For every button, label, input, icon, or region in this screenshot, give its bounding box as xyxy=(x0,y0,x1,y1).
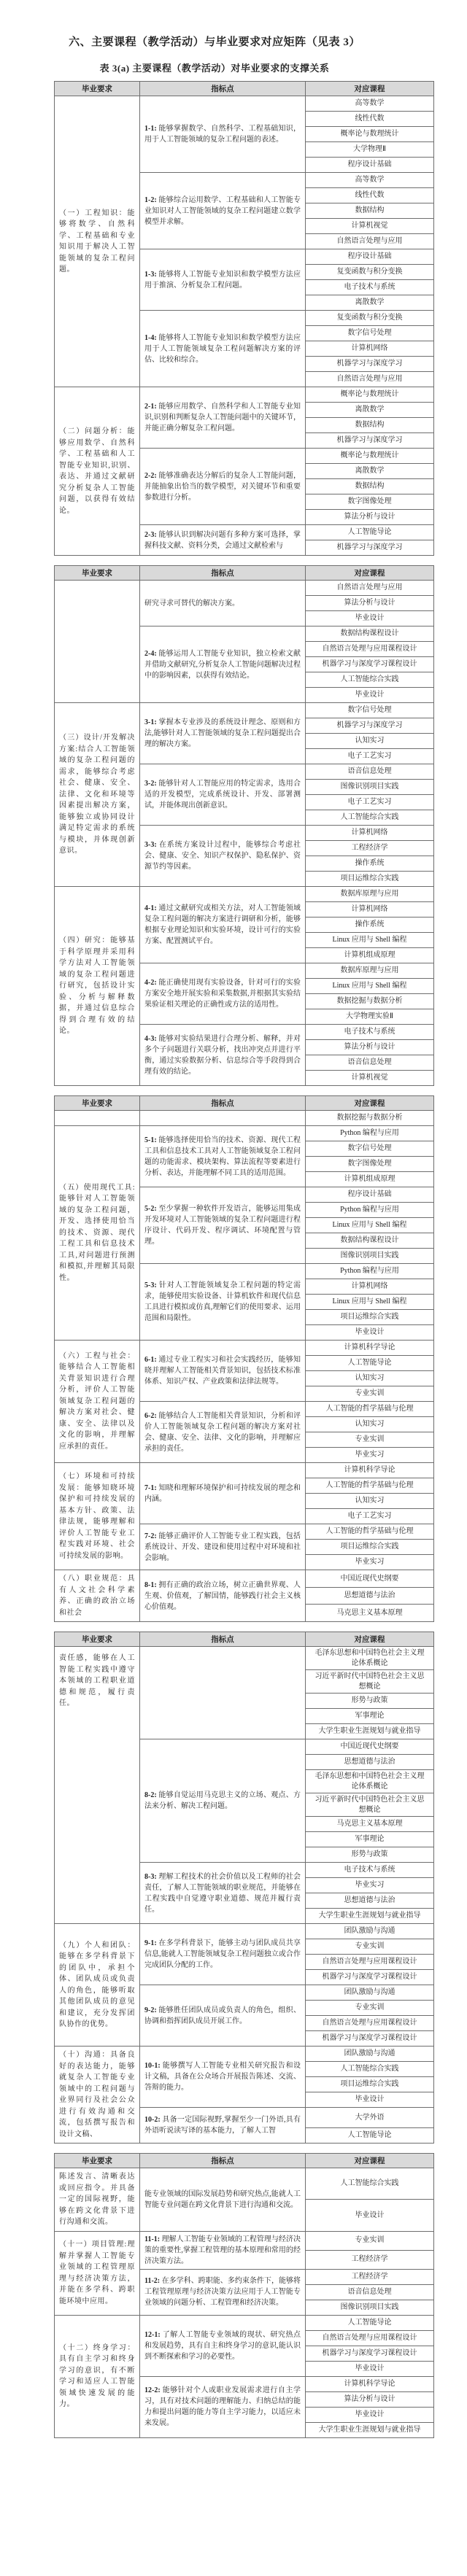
indicator-cell: 9-2: 能够胜任团队成员或负责人的角色，组织、协调和指挥团队成员开展工作。 xyxy=(140,1985,306,2047)
course-cell: 毕业设计 xyxy=(306,688,434,703)
course-cell: 机器学习与深度学习课程设计 xyxy=(306,657,434,672)
header-row xyxy=(55,1096,434,1111)
course-cell: 毕业设计 xyxy=(306,1325,434,1341)
course-cell: 语音信息处理 xyxy=(306,764,434,780)
course-cell: 人工智能的哲学基础与伦理 xyxy=(306,1402,434,1417)
course-cell: 团队激励与沟通 xyxy=(306,1924,434,1939)
course-cell: 人工智能的哲学基础与伦理 xyxy=(306,1524,434,1540)
indicator-cell: 8-3: 理解工程技术的社会价值以及工程师的社会责任，了解人工智能领域的职业规范，并能够在工程实践中自觉遵守职业道德、规范并履行责任。 xyxy=(140,1863,306,1924)
indicator-cell: 10-1: 能够撰写人工智能专业相关研究报告和设计文稿，具备在公众场合开展报告陈述、交流、答辩的能力。 xyxy=(140,2047,306,2108)
requirement-cell: （七）环境和可持续发展：能够知晓环境保护和可持续发展的基本方针、政策、法律法规，能够理解和评价人工智能专业工程实践对环境、社会可持续发展的影响。 xyxy=(55,1463,140,1570)
course-cell: 专业实训 xyxy=(306,2231,434,2250)
header-row xyxy=(55,1632,434,1647)
table-row xyxy=(55,2315,434,2330)
indicator-cell: 6-1: 通过专业工程实习和社会实践经历，能够知晓并理解人工智能相关背景知识，包括技术标准体系、知识产权、产业政策和法律法规等。 xyxy=(140,1341,306,1402)
indicator-cell: 8-1: 拥有正确的政治立场，树立正确世界观、人生观、价值观，了解国情，能够践行社会主义核心价值观。 xyxy=(140,1570,306,1622)
indicator-cell: 12-2: 能够针对个人或职业发展需求进行自主学习，具有对技术问题的理解能力、归纳总结的能力和提出问题的能力等自主学习能力，以适应未来发展。 xyxy=(140,2376,306,2437)
course-cell: 毕业设计 xyxy=(306,2200,434,2231)
course-cell: 专业实训 xyxy=(306,2001,434,2016)
indicator-cell: 4-2: 能正确使用现有实验设备，针对可行的实验方案安全地开展实验和采集数据,并根据其实验结果验证相关理论的正确性或方法的适用性。 xyxy=(140,963,306,1025)
course-cell: 算法分析与设计 xyxy=(306,510,434,525)
indicator-number: 8-2: xyxy=(144,1791,159,1799)
course-cell: 电子技术与系统 xyxy=(306,280,434,295)
course-cell: 计算机组成原理 xyxy=(306,948,434,963)
course-cell: 毕业设计 xyxy=(306,2361,434,2376)
requirement-cell xyxy=(55,581,140,703)
course-cell: 马克思主义基本原理 xyxy=(306,1605,434,1622)
course-cell: 程序设计基础 xyxy=(306,158,434,173)
indicator-cell: 能专业领域的国际发展趋势和研究热点,能就人工智能专业问题在跨文化背景下进行沟通和交流。 xyxy=(140,2168,306,2232)
table-row xyxy=(55,1126,434,1141)
indicator-number: 12-2: xyxy=(144,2386,163,2394)
course-cell: 计算机网络 xyxy=(306,902,434,917)
indicator-cell: 2-4: 能够运用人工智能专业知识，独立检索文献并借助文献研究,分析复杂人工智能问题解决过程中的影响因素，以获得有效结论。 xyxy=(140,626,306,703)
indicator-cell: 3-2: 能够针对人工智能应用的特定需求，选用合适的开发模型，完成系统设计、开发、部署测试，并能体现出创新意识。 xyxy=(140,764,306,826)
course-cell: 大学物理实验Ⅱ xyxy=(306,1009,434,1025)
course-cell: 人工智能综合实践 xyxy=(306,810,434,826)
col-header-requirement: 毕业要求 xyxy=(55,566,140,581)
course-cell: 毛泽东思想和中国特色社会主义理论体系概论 xyxy=(306,1647,434,1670)
indicator-cell: 7-1: 知晓和理解环境保护和可持续发展的理念和内涵。 xyxy=(140,1463,306,1524)
course-cell: 语音信息处理 xyxy=(306,2284,434,2300)
indicator-cell: 2-2: 能够准确表达分解后的复杂人工智能问题，并能抽象出恰当的数学模型，对关键环节和重要参数进行分析。 xyxy=(140,449,306,525)
course-cell: 数据结构课程设计 xyxy=(306,626,434,642)
course-cell: 大学外语 xyxy=(306,2108,434,2128)
course-cell: 大学生职业生涯规划与就业指导 xyxy=(306,2422,434,2437)
indicator-cell: 5-1: 能够选择使用恰当的技术、资源、现代工程工具和信息技术工具对人工智能领域复杂工程问题的功能需求、模块架构、算法流程等要素进行分析、表达，并能理解不同工具的适用范围。 xyxy=(140,1126,306,1187)
indicator-number: 10-2: xyxy=(144,2116,163,2124)
requirement-cell: 陈述发言、清晰表达或回应指令。并具备一定的国际视野，能够在跨文化背景下进行沟通和交流。 xyxy=(55,2168,140,2232)
course-cell: 数字图像处理 xyxy=(306,494,434,510)
course-cell: 自然语言处理与应用课程设计 xyxy=(306,1955,434,1970)
indicator-cell: 4-3: 能够对实验结果进行合理分析、解释，并对多个子问题进行关联分析，找出冲突点并进行平衡，通过实验数据分析、信息综合等手段得到合理有效的结论。 xyxy=(140,1025,306,1086)
col-header-course: 对应课程 xyxy=(306,2154,434,2168)
page-title: 六、主要课程（教学活动）与毕业要求对应矩阵（见表 3） xyxy=(69,36,360,48)
requirement-cell: （二）问题分析：能够应用数学、自然科学、工程基础和人工智能专业知识,识别、表达、并通过文献研究分析复杂人工智能问题，以获得有效结论。 xyxy=(55,387,140,556)
course-cell: 毕业实习 xyxy=(306,1555,434,1570)
indicator-cell: 8-2: 能够自觉运用马克思主义的立场、观点、方法来分析、解决工程问题。 xyxy=(140,1739,306,1863)
indicator-number: 7-1: xyxy=(144,1483,159,1492)
requirement-cell: （五）使用现代工具:能够针对人工智能领域的复杂工程问题，开发、选择使用恰当的技术、资源、现代工程工具和信息技术工具,对问题进行预测和模拟,并理解其局限性。 xyxy=(55,1126,140,1341)
indicator-cell: 3-3: 在系统方案设计过程中，能够综合考虑社会、健康、安全、知识产权保护、隐私保护、资源节约等因素。 xyxy=(140,826,306,887)
indicator-number: 4-3: xyxy=(144,1034,159,1043)
indicator-cell xyxy=(140,1111,306,1126)
requirement-cell: （八）职业规范：具有人文社会科学素养、正确的政治立场和社会 xyxy=(55,1570,140,1622)
matrix-table-part-3 xyxy=(54,1095,434,1622)
indicator-cell xyxy=(140,1647,306,1739)
col-header-indicator: 指标点 xyxy=(140,566,306,581)
course-cell: Linux 应用与 Shell 编程 xyxy=(306,933,434,948)
course-cell: 语音信息处理 xyxy=(306,1055,434,1071)
matrix-table-part-2 xyxy=(54,565,434,1086)
header-row xyxy=(55,2154,434,2168)
table-row xyxy=(55,1341,434,1356)
course-cell: 电子工艺实习 xyxy=(306,1509,434,1524)
course-cell: 中国近现代史纲要 xyxy=(306,1570,434,1588)
course-cell: 思想道德与法治 xyxy=(306,1893,434,1909)
indicator-cell: 5-3: 针对人工智能领域复杂工程问题的特定需求，能够使用实验设备、计算机软件和现代信息工具进行模拟或仿真,理解它们的使用要求、运用范围和局限性。 xyxy=(140,1264,306,1341)
indicator-cell: 1-2: 能够综合运用数学、工程基础和人工智能专业知识对人工智能领域的复杂工程问题建立数学模型并求解。 xyxy=(140,173,306,249)
header-row xyxy=(55,82,434,96)
course-cell: 程序设计基础 xyxy=(306,249,434,265)
course-cell: 电子技术与系统 xyxy=(306,1863,434,1878)
course-cell: 算法分析与设计 xyxy=(306,596,434,611)
indicator-number: 2-1: xyxy=(144,403,159,411)
course-cell: 专业实训 xyxy=(306,1432,434,1448)
course-cell: 数字信号处理 xyxy=(306,1141,434,1157)
indicator-number: 2-2: xyxy=(144,471,159,480)
indicator-cell: 4-1: 通过文献研究或相关方法，对人工智能领域复杂工程问题的解决方案进行调研和分析，能够根据专业理论知识和实验环境，设计可行的实验方案、配置测试平台。 xyxy=(140,887,306,963)
indicator-number: 1-2: xyxy=(144,195,159,204)
indicator-number: 7-2: xyxy=(144,1532,159,1540)
indicator-number: 8-3: xyxy=(144,1872,159,1881)
course-cell: 算法分析与设计 xyxy=(306,1040,434,1055)
course-cell: 计算机视觉 xyxy=(306,1071,434,1086)
course-cell: 机器学习与深度学习 xyxy=(306,357,434,372)
col-header-requirement: 毕业要求 xyxy=(55,1096,140,1111)
course-cell: Python 编程与应用 xyxy=(306,1126,434,1141)
course-cell: 形势与政策 xyxy=(306,1847,434,1863)
indicator-cell: 11-2: 在多学科、跨职能、多约束条件下，能够将工程管理原理与经济决策方法应用于人工智能专业领域的问题分析、工程管理和经济决策。 xyxy=(140,2269,306,2315)
course-cell: 操作系统 xyxy=(306,856,434,872)
indicator-cell: 7-2: 能够正确评价人工智能专业工程实践，包括系统设计、开发、建设和使用过程中对环境和社会影响。 xyxy=(140,1524,306,1570)
indicator-number: 5-1: xyxy=(144,1136,159,1144)
course-cell: 离散数学 xyxy=(306,295,434,311)
indicator-number: 10-1: xyxy=(144,2062,163,2070)
table-row xyxy=(55,887,434,902)
indicator-cell: 2-3: 能够认识到解决问题有多种方案可选择，掌握科技文献、资料分类，会通过文献检索与 xyxy=(140,525,306,556)
course-cell: 团队激励与沟通 xyxy=(306,2047,434,2062)
course-cell: 大学生职业生涯规划与就业指导 xyxy=(306,1724,434,1739)
col-header-course: 对应课程 xyxy=(306,82,434,96)
header-row xyxy=(55,566,434,581)
course-cell: 军事理论 xyxy=(306,1832,434,1847)
course-cell: 数字信号处理 xyxy=(306,326,434,341)
indicator-cell: 2-1: 能够应用数学、自然科学和人工智能专业知识,识别和判断复杂人工智能问题中的关键环节，并能正确分解复杂工程问题。 xyxy=(140,387,306,449)
course-cell: 机器学习与深度学习 xyxy=(306,433,434,449)
table-row xyxy=(55,703,434,718)
course-cell: 机器学习与深度学习 xyxy=(306,540,434,556)
course-cell: 电子工艺实习 xyxy=(306,749,434,764)
course-cell: 计算机组成原理 xyxy=(306,1172,434,1187)
course-cell: 数字信号处理 xyxy=(306,703,434,718)
indicator-number: 2-4: xyxy=(144,649,159,658)
course-cell: 自然语言处理与应用 xyxy=(306,372,434,387)
matrix-table-part-4 xyxy=(54,1632,434,2144)
table-row xyxy=(55,2231,434,2250)
col-header-course: 对应课程 xyxy=(306,1096,434,1111)
indicator-number: 1-3: xyxy=(144,270,159,279)
course-cell: 自然语言处理与应用 xyxy=(306,581,434,596)
table-caption: 表 3(a) 主要课程（教学活动）对毕业要求的支撑关系 xyxy=(99,63,330,74)
table-row xyxy=(55,2047,434,2062)
requirement-cell: 责任感，能够在人工智能工程实践中遵守本领域的工程职业道德和规范，履行责任。 xyxy=(55,1647,140,1924)
matrix-table-part-5 xyxy=(54,2153,434,2438)
course-cell: 数字图像处理 xyxy=(306,1157,434,1172)
course-cell: 毛泽东思想和中国特色社会主义理论体系概论 xyxy=(306,1770,434,1793)
col-header-requirement: 毕业要求 xyxy=(55,1632,140,1647)
course-cell: 数据结构课程设计 xyxy=(306,1233,434,1249)
table-row xyxy=(55,1463,434,1478)
course-cell: 毕业设计 xyxy=(306,2407,434,2422)
course-cell: 线性代数 xyxy=(306,188,434,203)
course-cell: 数据挖掘与数据分析 xyxy=(306,994,434,1009)
course-cell: 毕业设计 xyxy=(306,2092,434,2108)
course-cell: Linux 应用与 Shell 编程 xyxy=(306,1218,434,1233)
indicator-cell: 研究寻求可替代的解决方案。 xyxy=(140,581,306,626)
course-cell: 数据结构 xyxy=(306,479,434,494)
requirement-cell: （九）个人和团队：能够在多学科背景下的团队中，承担个体、团队成员或负责人的角色，能够听取其他团队成员的意见和建议，充分发挥团队协作的优势。 xyxy=(55,1924,140,2047)
indicator-cell: 12-1: 了解人工智能专业领域的现状、研究热点和发展趋势，具有自主和终身学习的意识,能认识到不断探索和学习的必要性。 xyxy=(140,2315,306,2376)
table-area xyxy=(0,81,467,2438)
indicator-number: 11-1: xyxy=(144,2235,162,2243)
course-cell: 思想道德与法治 xyxy=(306,1587,434,1605)
table-row xyxy=(55,1924,434,1939)
course-cell: 认知实习 xyxy=(306,1417,434,1432)
course-cell: 团队激励与沟通 xyxy=(306,1985,434,2001)
course-cell: 计算机网络 xyxy=(306,1279,434,1295)
course-cell: 数据结构 xyxy=(306,203,434,219)
col-header-indicator: 指标点 xyxy=(140,1096,306,1111)
course-cell: 人工智能综合实践 xyxy=(306,672,434,688)
course-cell: 思想道德与法治 xyxy=(306,1755,434,1770)
course-cell: 计算机科学导论 xyxy=(306,1341,434,1356)
indicator-number: 5-3: xyxy=(144,1281,159,1289)
course-cell: 计算机科学导论 xyxy=(306,1463,434,1478)
indicator-cell: 10-2: 具备一定国际视野,掌握至少一门外语,具有外语听说读写译的基本能力，了解人工智 xyxy=(140,2108,306,2144)
course-cell: 形势与政策 xyxy=(306,1694,434,1709)
course-cell: 项目运维综合实践 xyxy=(306,872,434,887)
indicator-cell: 1-1: 能够掌握数学、自然科学、工程基础知识，用于人工智能领域的复杂工程问题的表述。 xyxy=(140,96,306,173)
indicator-number: 3-3: xyxy=(144,841,159,849)
indicator-number: 9-1: xyxy=(144,1939,159,1947)
course-cell: 习近平新时代中国特色社会主义思想概论 xyxy=(306,1793,434,1817)
indicator-number: 2-3: xyxy=(144,530,159,539)
requirement-cell: （四）研究：能够基于科学原理并采用科学方法对人工智能领域的复杂工程问题进行研究，包括设计实验、分析与解释数据，并通过信息综合得到合理有效的结论。 xyxy=(55,887,140,1086)
course-cell: 操作系统 xyxy=(306,917,434,933)
indicator-number: 3-2: xyxy=(144,780,159,788)
indicator-number: 9-2: xyxy=(144,2006,159,2014)
titles-block xyxy=(25,34,404,74)
course-cell: 线性代数 xyxy=(306,112,434,127)
course-cell: 习近平新时代中国特色社会主义思想概论 xyxy=(306,1670,434,1694)
col-header-indicator: 指标点 xyxy=(140,1632,306,1647)
course-cell: 数据结构 xyxy=(306,418,434,433)
indicator-cell: 1-3: 能够将人工智能专业知识和数学模型方法应用于推演、分析复杂工程问题。 xyxy=(140,249,306,311)
course-cell: 计算机视觉 xyxy=(306,219,434,234)
course-cell: 机器学习与深度学习课程设计 xyxy=(306,2031,434,2047)
indicator-cell: 3-1: 掌握本专业涉及的系统设计理念、原则和方法,能够针对人工智能领域的复杂工程问题提出合理的解决方案。 xyxy=(140,703,306,764)
table-row xyxy=(55,581,434,596)
course-cell: 人工智能导论 xyxy=(306,525,434,540)
course-cell: 数据库原理与应用 xyxy=(306,963,434,979)
course-cell: 机器学习与深度学习 xyxy=(306,718,434,734)
table-row xyxy=(55,1647,434,1670)
course-cell: 项目运维综合实践 xyxy=(306,1540,434,1555)
table-row xyxy=(55,1111,434,1126)
course-cell: 军事理论 xyxy=(306,1709,434,1724)
course-cell: 马克思主义基本原理 xyxy=(306,1817,434,1832)
course-cell: 计算机网络 xyxy=(306,826,434,841)
indicator-number: 4-2: xyxy=(144,979,159,987)
requirement-cell: （十二）终身学习：具有自主学习和终身学习的意识，有不断学习和适应人工智能领域快速发展的能力。 xyxy=(55,2315,140,2437)
course-cell: 机器学习与深度学习课程设计 xyxy=(306,2346,434,2361)
course-cell: 人工智能综合实践 xyxy=(306,2062,434,2077)
course-cell: Linux 应用与 Shell 编程 xyxy=(306,1295,434,1310)
course-cell: Python 编程与应用 xyxy=(306,1264,434,1279)
course-cell: 毕业实习 xyxy=(306,1878,434,1893)
course-cell: 数据库原理与应用 xyxy=(306,887,434,902)
course-cell: 大学物理Ⅱ xyxy=(306,142,434,158)
col-header-course: 对应课程 xyxy=(306,1632,434,1647)
indicator-number: 5-2: xyxy=(144,1205,159,1213)
course-cell: 工程经济学 xyxy=(306,2269,434,2284)
course-cell: 数据挖掘与数据分析 xyxy=(306,1111,434,1126)
course-cell: 人工智能导论 xyxy=(306,2315,434,2330)
course-cell: 图像识别项目实践 xyxy=(306,780,434,795)
course-cell: 离散数学 xyxy=(306,464,434,479)
indicator-cell: 5-2: 至少掌握一种软件开发语言，能够运用集成开发环境对人工智能领域的复杂工程问题进行程序设计、代码开发、程序调试、环境配置与管理。 xyxy=(140,1187,306,1264)
course-cell: 算法分析与设计 xyxy=(306,2391,434,2407)
course-cell: 中国近现代史纲要 xyxy=(306,1739,434,1755)
indicator-cell: 11-1: 理解人工智能专业领域的工程管理与经济决策的重要性,掌握工程管理的基本原理和常用的经济决策方法。 xyxy=(140,2231,306,2269)
indicator-number: 6-2: xyxy=(144,1411,159,1420)
requirement-cell: （三）设计/开发解决方案:结合人工智能领域的复杂工程问题的需求，能够综合考虑社会、健康、安全、法律、文化和环境等因素提出解决方案，能够独立或协同设计满足特定需求的系统与模块，并体现创新意识。 xyxy=(55,703,140,887)
col-header-requirement: 毕业要求 xyxy=(55,2154,140,2168)
course-cell: 计算机网络 xyxy=(306,341,434,357)
course-cell: 工程经济学 xyxy=(306,841,434,856)
table-row xyxy=(55,96,434,112)
indicator-cell: 1-4: 能够将人工智能专业知识和数学模型方法应用于人工智能领域复杂工程问题解决方案的评估、比较和综合。 xyxy=(140,311,306,387)
course-cell: 高等数学 xyxy=(306,96,434,112)
indicator-number: 6-1: xyxy=(144,1356,159,1364)
course-cell: 自然语言处理与应用课程设计 xyxy=(306,2016,434,2031)
course-cell: 离散数学 xyxy=(306,403,434,418)
course-cell: 概率论与数理统计 xyxy=(306,127,434,142)
course-cell: 认知实习 xyxy=(306,734,434,749)
course-cell: 计算机科学导论 xyxy=(306,2376,434,2391)
course-cell: 人工智能的哲学基础与伦理 xyxy=(306,1478,434,1494)
course-cell: 项目运维综合实践 xyxy=(306,1310,434,1325)
course-cell: 高等数学 xyxy=(306,173,434,188)
col-header-requirement: 毕业要求 xyxy=(55,82,140,96)
requirement-cell: （十一）项目管理:理解并掌握人工智能专业领域的工程管理原理与经济决策方法，并能在多学科、跨职能环境中应用。 xyxy=(55,2231,140,2315)
course-cell: 图像识别项目实践 xyxy=(306,1249,434,1264)
course-cell: 机器学习与深度学习课程设计 xyxy=(306,1970,434,1985)
indicator-number: 3-1: xyxy=(144,718,159,726)
course-cell: 项目运维综合实践 xyxy=(306,2077,434,2092)
requirement-cell: （一）工程知识：能够将数学、自然科学、工程基础和专业知识用于解决人工智能领域的复杂工程问题。 xyxy=(55,96,140,387)
matrix-table-part-1 xyxy=(54,81,434,556)
course-cell: 人工智能综合实践 xyxy=(306,2168,434,2200)
table-row xyxy=(55,1570,434,1588)
course-cell: 专业实训 xyxy=(306,1939,434,1955)
requirement-cell: （十）沟通：具备良好的表达能力，能够就复杂人工智能专业领域中的工程问题与业界同行及社会公众进行有效沟通和交流，包括撰写报告和设计文稿、 xyxy=(55,2047,140,2144)
indicator-number: 8-1: xyxy=(144,1580,159,1589)
col-header-indicator: 指标点 xyxy=(140,82,306,96)
indicator-number: 4-1: xyxy=(144,904,159,912)
course-cell: 复变函数与积分变换 xyxy=(306,311,434,326)
course-cell: 大学生职业生涯规划与就业指导 xyxy=(306,1909,434,1924)
course-cell: 人工智能导论 xyxy=(306,2128,434,2144)
table-row xyxy=(55,387,434,403)
requirement-cell xyxy=(55,1111,140,1126)
course-cell: 复变函数与积分变换 xyxy=(306,265,434,280)
requirement-cell: （六）工程与社会：能够结合人工智能相关背景知识进行合理分析，评价人工智能领域复杂工程问题的解决方案对社会、健康、安全、法律以及文化的影响，并理解应承担的责任。 xyxy=(55,1341,140,1463)
indicator-number: 11-2: xyxy=(144,2277,162,2285)
course-cell: 毕业实习 xyxy=(306,1448,434,1463)
course-cell: 电子工艺实习 xyxy=(306,795,434,810)
course-cell: 人工智能导论 xyxy=(306,1356,434,1371)
course-cell: 自然语言处理与应用 xyxy=(306,234,434,249)
table-row xyxy=(55,2168,434,2200)
course-cell: 自然语言处理与应用课程设计 xyxy=(306,642,434,657)
course-cell: 自然语言处理与应用课程设计 xyxy=(306,2330,434,2346)
course-cell: 电子技术与系统 xyxy=(306,1025,434,1040)
indicator-number: 1-1: xyxy=(144,125,159,133)
course-cell: 程序设计基础 xyxy=(306,1187,434,1203)
course-cell: 认知实习 xyxy=(306,1371,434,1386)
course-cell: 图像识别项目实践 xyxy=(306,2300,434,2315)
course-cell: 专业实训 xyxy=(306,1386,434,1402)
course-cell: 概率论与数理统计 xyxy=(306,449,434,464)
course-cell: 认知实习 xyxy=(306,1494,434,1509)
course-cell: 毕业设计 xyxy=(306,611,434,626)
course-cell: Python 编程与应用 xyxy=(306,1203,434,1218)
course-cell: 工程经济学 xyxy=(306,2250,434,2269)
indicator-cell: 9-1: 在多学科背景下，能够主动与团队成员共享信息,能就人工智能领域复杂工程问题独立或合作完成团队分配的工作。 xyxy=(140,1924,306,1985)
indicator-number: 1-4: xyxy=(144,333,159,342)
col-header-indicator: 指标点 xyxy=(140,2154,306,2168)
col-header-course: 对应课程 xyxy=(306,566,434,581)
indicator-cell: 6-2: 能够结合人工智能相关背景知识，分析和评价人工智能领域复杂工程问题的解决方案对社会、健康、安全、法律、文化的影响，并理解应承担的责任。 xyxy=(140,1402,306,1463)
indicator-number: 12-1: xyxy=(144,2330,163,2339)
course-cell: 概率论与数理统计 xyxy=(306,387,434,403)
course-cell: Linux 应用与 Shell 编程 xyxy=(306,979,434,994)
